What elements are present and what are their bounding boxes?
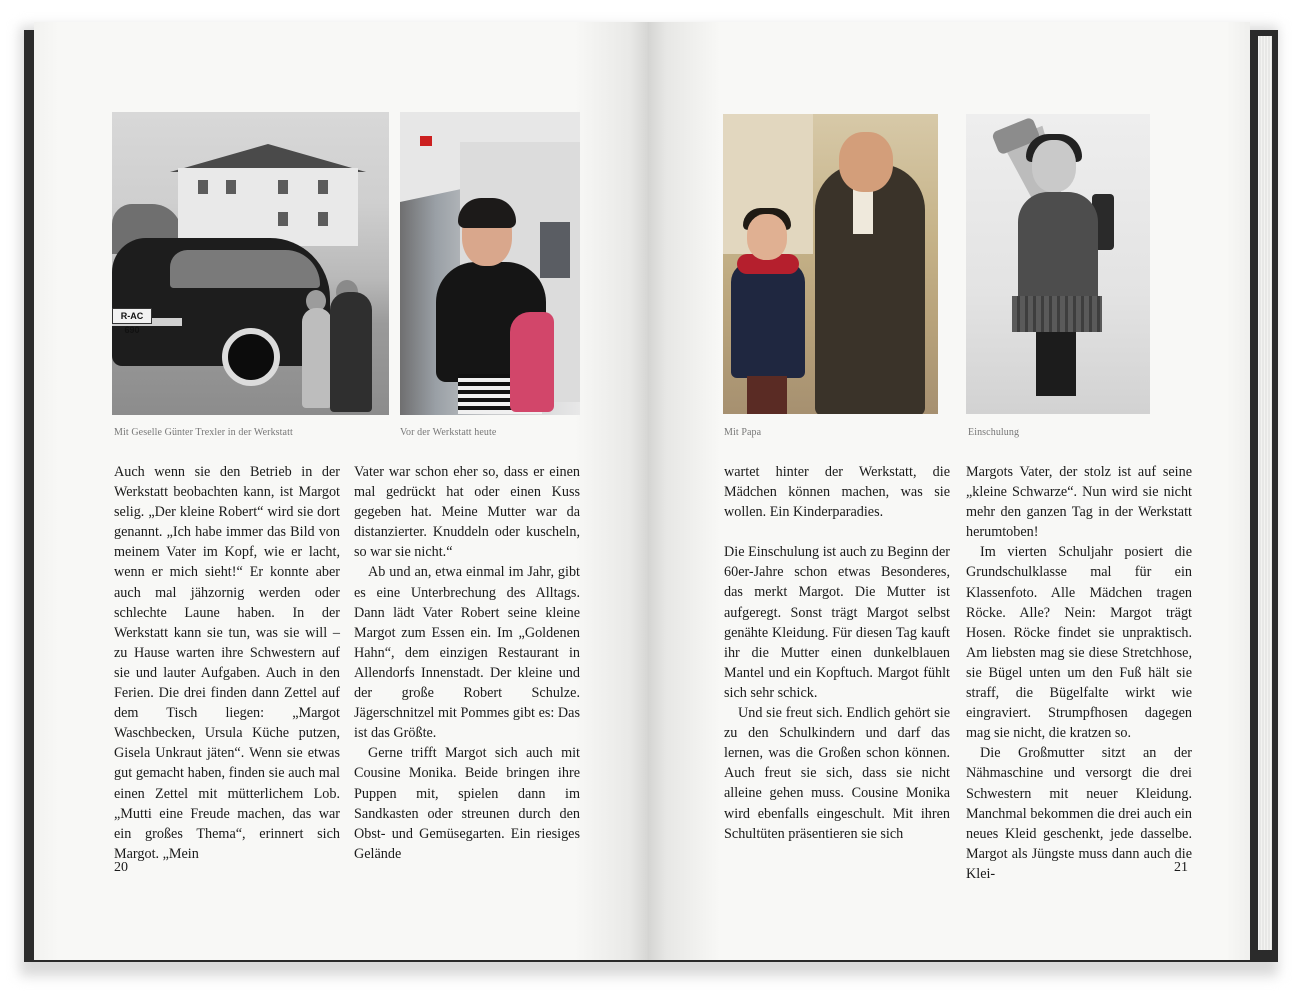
paragraph: Im vierten Schuljahr posiert die Grundschulklasse mal für ein Klassenfoto. Alle Mädchen tragen Röcke. Alle? Nein: Margot trägt Hosen. Röcke findet sie unpraktisch. Am liebsten mag sie diese Stretchhose, sie Bügel unten um den Fuß hält sie straff, die Bügelfalte wirkt wie eingraviert. Strumpfhosen dagegen mag sie nicht, die kratzen so. xyxy=(966,544,1192,742)
license-plate: R-AC 690 xyxy=(112,308,152,324)
photo-with-papa xyxy=(723,114,938,414)
page-edges xyxy=(1258,36,1272,950)
paragraph: Gerne trifft Margot sich auch mit Cousine Monika. Beide bringen ihre Puppen mit, spielen dann im Sandkasten oder streunen durch den Obst- und Gemüsegarten. Ein riesiges Gelände xyxy=(354,745,580,862)
paragraph: Und sie freut sich. Endlich gehört sie zu den Schulkindern und darf das lernen, was die Großen schon können. Auch freut sie sich, dass sie nicht alleine gehen muss. Cousine Monika wird ebenfalls eingeschult. Mit ihren Schultüten präsentieren sie sich xyxy=(724,705,950,842)
paragraph: Die Einschulung ist auch zu Beginn der 60er-Jahre schon etwas Besonderes, das merkt Margot. Die Mutter ist aufgeregt. Sonst trägt Margot selbst genähte Kleidung. Für diesen Tag kauft ihr die Mutter einen dunkelblauen Mantel und ein Kopftuch. Margot fühlt sich sehr schick. xyxy=(724,544,950,701)
paragraph: Vater war schon eher so, dass er einen mal gedrückt hat oder einen Kuss gegeben hat. Meine Mutter war da distanzierter. Knuddeln oder kuscheln, so war sie nicht.“ xyxy=(354,464,580,561)
page-number: 20 xyxy=(114,860,128,875)
paragraph: Ab und an, etwa einmal im Jahr, gibt es eine Unterbrechung des Alltags. Dann lädt Vater Robert seine kleine Margot zum Essen ein. Im „Goldenen Hahn“, dem einzigen Restaurant in Allendorfs Innenstadt. Der kleine und der große Robert Schulze. Jägerschnitzel mit Pommes gibt es: Das ist das Größte. xyxy=(354,564,580,742)
photo-caption: Vor der Werkstatt heute xyxy=(400,427,497,438)
photo-car-workshop xyxy=(112,112,389,415)
text-column-4 xyxy=(966,462,1192,884)
photo-einschulung xyxy=(966,114,1150,414)
right-page xyxy=(648,22,1250,960)
text-column-1 xyxy=(114,462,340,864)
photo-caption: Einschulung xyxy=(968,427,1020,438)
photo-caption: Mit Geselle Günter Trexler in der Werkstatt xyxy=(114,427,293,438)
paragraph: Margots Vater, der stolz ist auf seine „kleine Schwarze“. Nun wird sie nicht mehr den ganzen Tag in der Werkstatt herumtoben! xyxy=(966,464,1192,541)
text-column-2 xyxy=(354,462,580,864)
paragraph: wartet hinter der Werkstatt, die Mädchen können machen, was sie wollen. Ein Kinderparadies. xyxy=(724,464,950,521)
paragraph: Auch wenn sie den Betrieb in der Werkstatt beobachten kann, ist Margot selig. „Der kleine Robert“ wird sie dort genannt. „Ich habe immer das Bild von meinem Vater im Kopf, wie er lacht, wenn er mich sieht!“ Er konnte aber auch mal jähzornig werden oder schlechte Laune haben. In der Werkstatt kann sie tun, was sie will – zu Hause warten ihre Schwestern auf sie und lauter Aufgaben. Auch in den Ferien. Die drei finden dann Zettel auf dem Tisch liegen: „Margot Waschbecken, Ursula Küche putzen, Gisela Unkraut jäten“. Wenn sie etwas gut gemacht haben, finden sie auch mal einen Zettel mit mütterlichem Lob. „Mutti eine Freude machen, das war ein großes Thema“, erinnert sich Margot. „Mein xyxy=(114,464,340,862)
paragraph: Die Großmutter sitzt an der Nähmaschine und versorgt die drei Schwestern mit neuer Kleidung. Manchmal bekommen die drei auch ein neues Kleid geschenkt, jede dasselbe. Margot als Jüngste muss dann auch die Klei- xyxy=(966,745,1192,882)
text-column-3 xyxy=(724,462,950,844)
page-number: 21 xyxy=(1174,860,1188,875)
photo-woman-workshop xyxy=(400,112,580,415)
left-page xyxy=(34,22,648,960)
photo-caption: Mit Papa xyxy=(724,427,762,438)
